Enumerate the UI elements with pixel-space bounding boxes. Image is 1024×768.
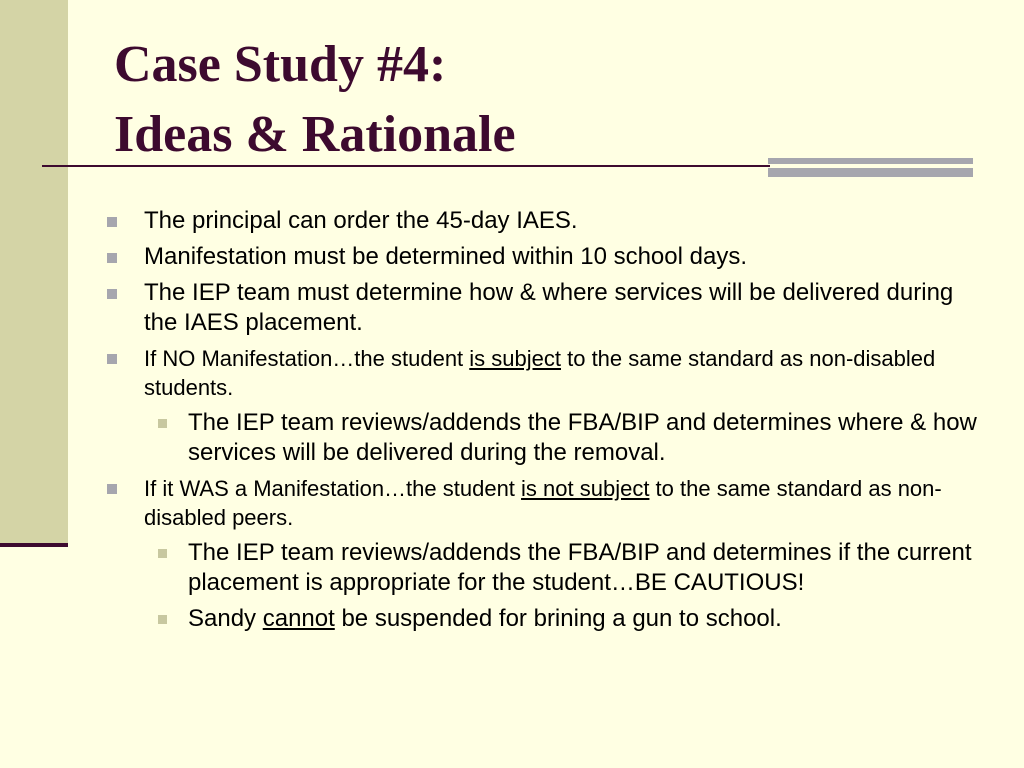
sub-bullet-text-part: be suspended for brining a gun to school. <box>334 605 782 632</box>
sub-bullet-text-part: Sandy <box>188 605 263 632</box>
underlined-emphasis: is subject <box>469 346 561 371</box>
square-sub-bullet-icon <box>158 419 167 428</box>
bullet-text: The principal can order the 45-day IAES. <box>144 207 578 234</box>
title-line-1: Case Study #4: <box>114 36 447 93</box>
bullet-text-part: to the same standard as non-disabled students. <box>144 346 936 400</box>
underlined-emphasis: cannot <box>262 605 335 632</box>
sub-bullet-text: The IEP team reviews/addends the FBA/BIP and determines where & how services will be delivered during the removal. <box>188 409 977 466</box>
bullet-item <box>104 278 984 338</box>
sub-bullet-text: The IEP team reviews/addends the FBA/BIP and determines if the current placement is appropriate for the student…BE CAUTIOUS! <box>188 539 972 596</box>
bullet-item <box>104 242 984 272</box>
title-line-2: Ideas & Rationale <box>114 106 516 163</box>
square-sub-bullet-icon <box>158 615 167 624</box>
bullet-text-part: If it WAS a Manifestation…the student <box>144 476 522 501</box>
underlined-emphasis: is not subject <box>521 476 650 501</box>
title-underline-rule <box>42 165 770 167</box>
bullet-text-part: to the same standard as non-disabled peers. <box>144 476 942 530</box>
sub-bullet-item <box>104 538 984 598</box>
slide-title <box>114 30 516 170</box>
square-bullet-icon <box>107 289 117 299</box>
square-bullet-icon <box>107 354 117 364</box>
bullet-item <box>104 206 984 236</box>
bullet-item <box>104 344 984 402</box>
bullet-text-part: If NO Manifestation…the student <box>144 346 470 371</box>
bullet-text: The IEP team must determine how & where services will be delivered during the IAES placement. <box>144 279 954 336</box>
square-sub-bullet-icon <box>158 549 167 558</box>
title-accent-bars <box>768 158 973 178</box>
square-bullet-icon <box>107 253 117 263</box>
left-sidebar-band <box>0 0 68 546</box>
accent-bar-top <box>768 158 973 164</box>
left-sidebar-rule <box>0 543 68 547</box>
accent-bar-bottom <box>768 168 973 177</box>
square-bullet-icon <box>107 484 117 494</box>
square-bullet-icon <box>107 217 117 227</box>
sub-bullet-item <box>104 604 984 634</box>
sub-bullet-item <box>104 408 984 468</box>
slide-body <box>104 206 984 640</box>
bullet-item <box>104 474 984 532</box>
bullet-text: Manifestation must be determined within 10 school days. <box>144 243 747 270</box>
